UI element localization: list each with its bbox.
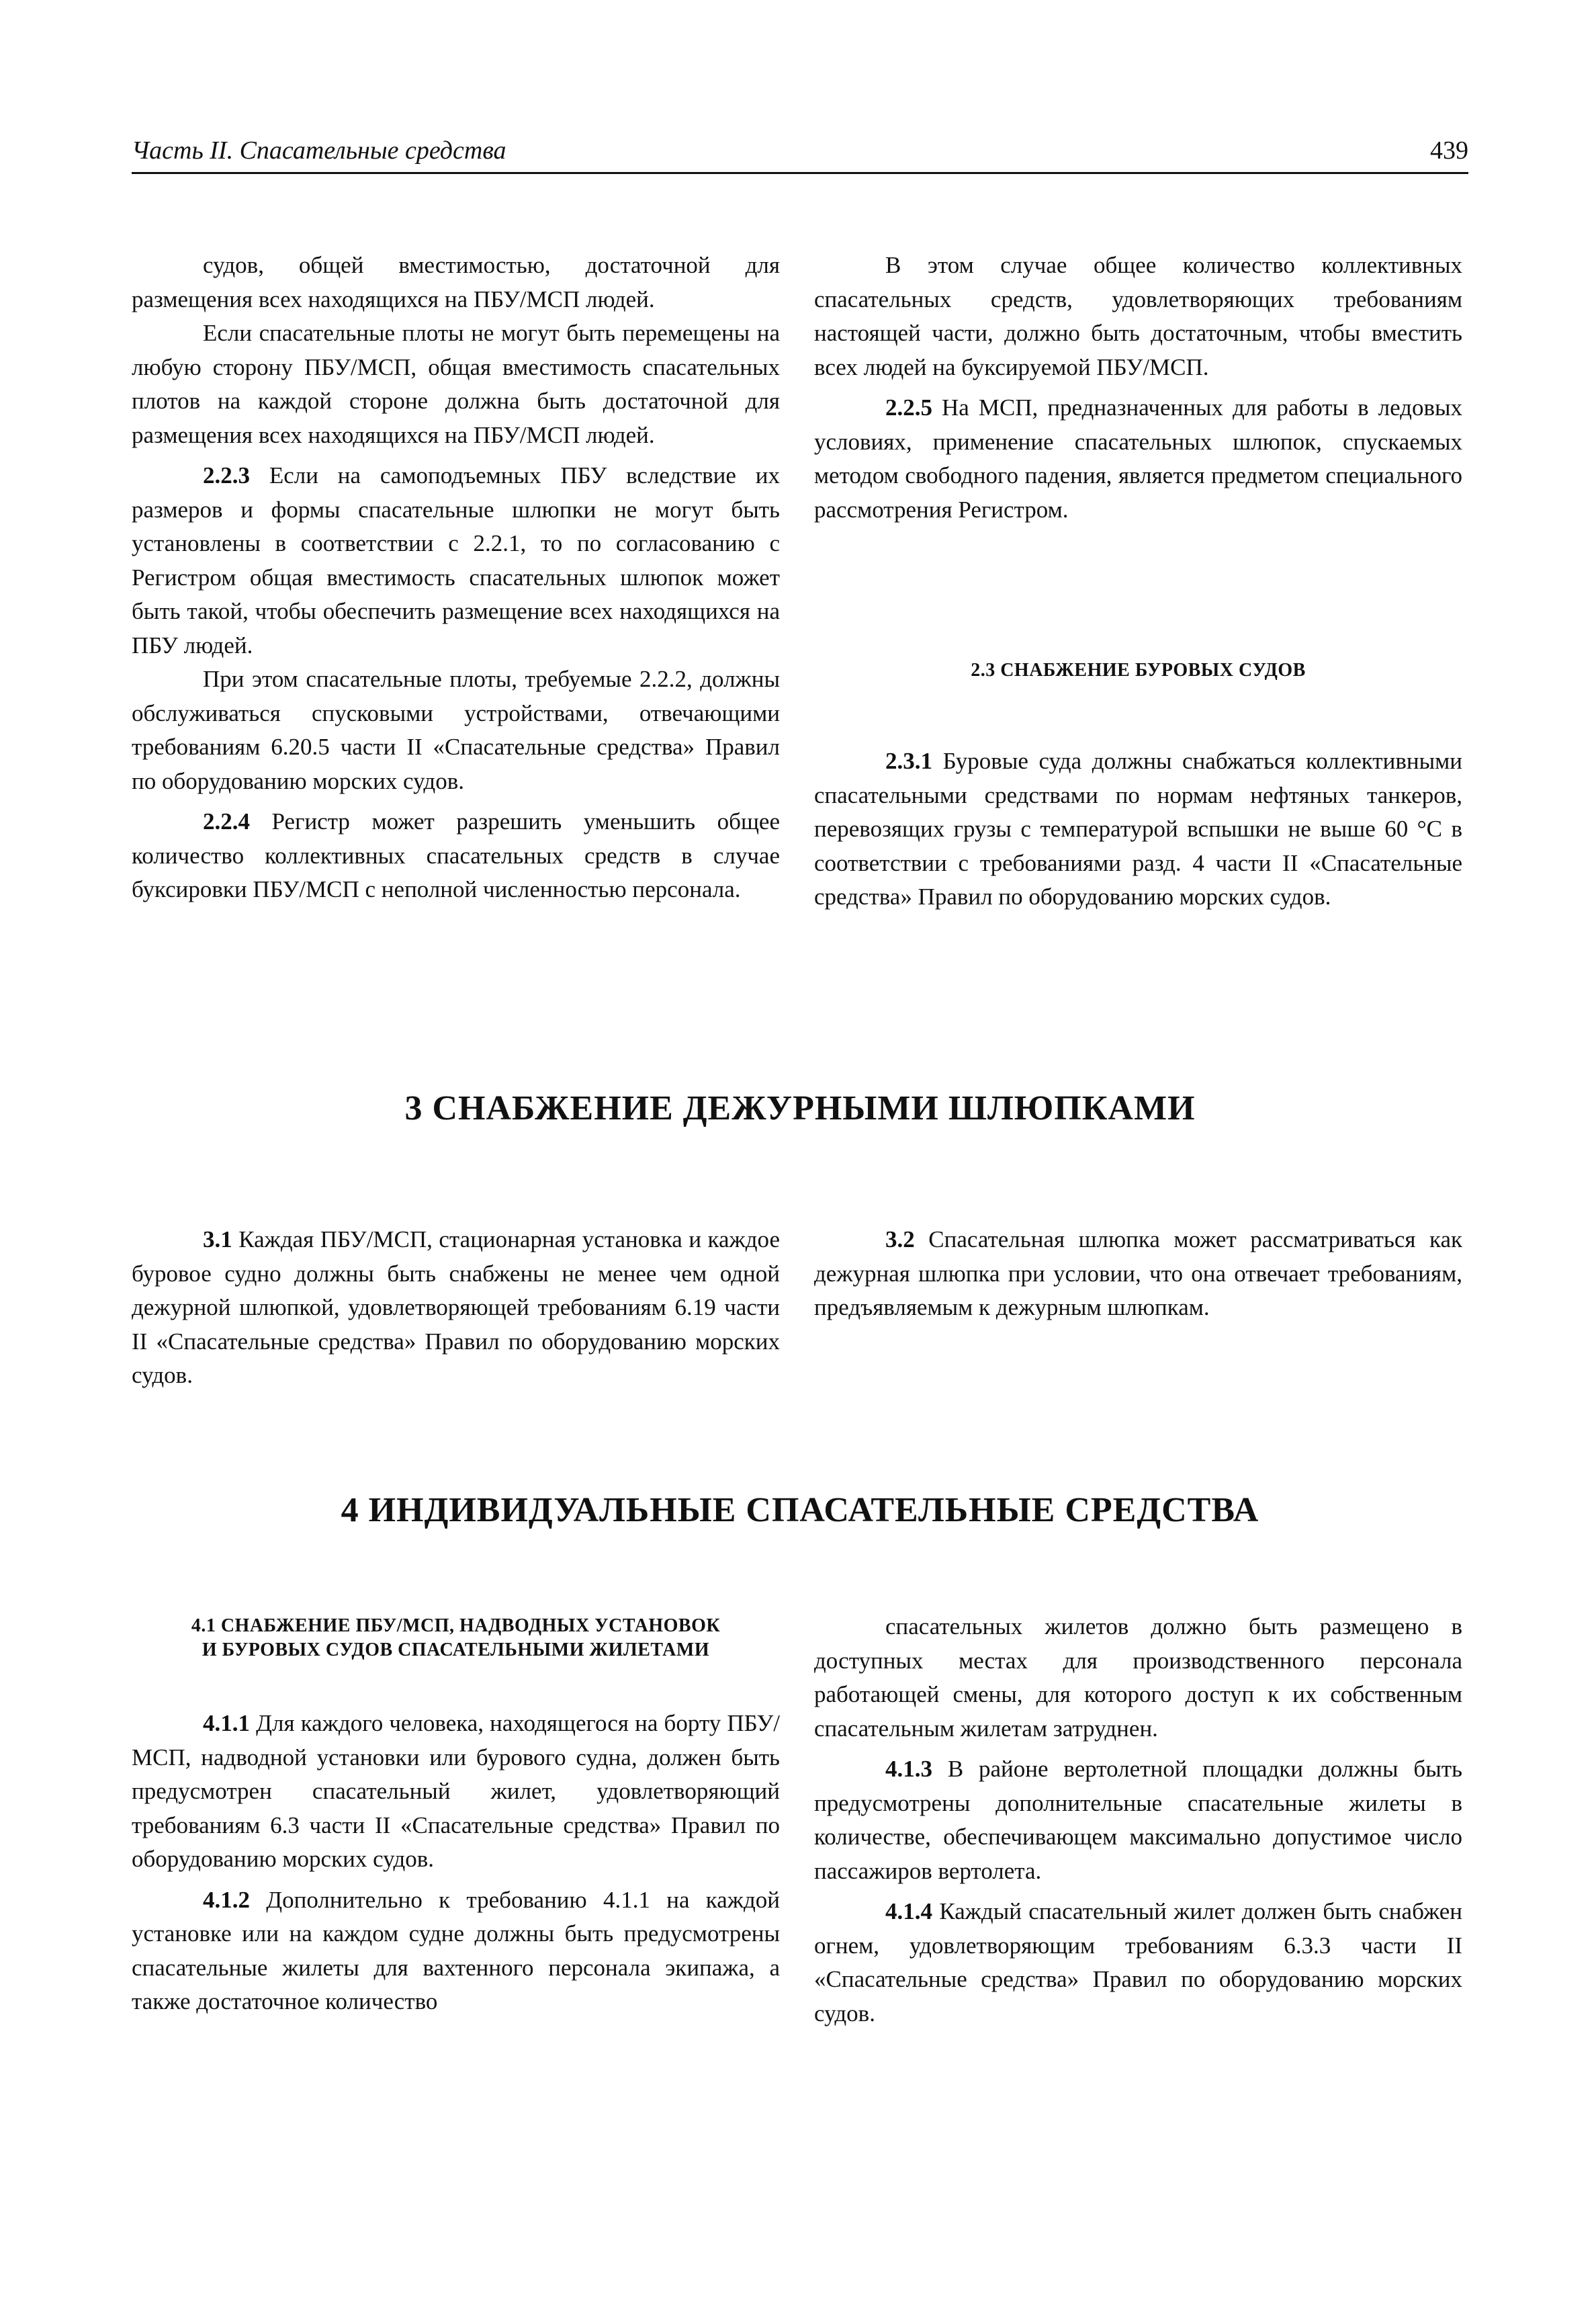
- paragraph: [814, 1752, 1462, 1888]
- clause-number: 2.2.3: [203, 462, 250, 488]
- paragraph-text: Буровые суда должны снабжаться коллективными спасательными средствами по нормам нефтяных танкеров, перевозящих грузы с температурой вспышки не выше 60 °С в соответствии с требованиями разд. 4 части II «Спасательные средства» Правил по оборудованию морских судов.: [814, 748, 1462, 910]
- paragraph-text: На МСП, предназначенных для работы в ледовых условиях, применение спасательных шлюпок, спускаемых методом свободного падения, является предметом специального рассмотрения Регистром.: [814, 394, 1462, 523]
- paragraph: [132, 1883, 780, 2019]
- paragraph: [814, 1895, 1462, 2031]
- clause-number: 2.2.4: [203, 808, 250, 835]
- paragraph-text: Каждая ПБУ/МСП, стационарная установка и каждое буровое судно должны быть снабжены не менее чем одной дежурной шлюпкой, удовлетворяющей требованиям 6.19 части II «Спасательные средства» Правил по оборудованию морских судов.: [132, 1226, 780, 1388]
- paragraph-text: В этом случае общее количество коллективных спасательных средств, удовлетворяющих требованиям настоящей части, должно быть достаточным, чтобы вместить всех людей на буксируемой ПБУ/МСП.: [814, 252, 1462, 380]
- top-left-column: [132, 249, 780, 907]
- paragraph: [132, 316, 780, 452]
- clause-number: 2.3.1: [885, 748, 932, 774]
- running-header: [132, 134, 1468, 174]
- clause-number: 4.1.4: [885, 1898, 932, 1924]
- paragraph-text: спасательных жилетов должно быть размещено в доступных местах для производственного персонала работающей смены, для которого доступ к их собственным спасательным жилетам затруднен.: [814, 1613, 1462, 1742]
- section-3-left-column: [132, 1223, 780, 1393]
- paragraph-text: Регистр может разрешить уменьшить общее количество коллективных спасательных средств в случае буксировки ПБУ/МСП с неполной численностью персонала.: [132, 808, 780, 902]
- section-4-left-column: [132, 1707, 780, 2019]
- clause-number: 3.2: [885, 1226, 915, 1252]
- paragraph-text: В районе вертолетной площадки должны быть предусмотрены дополнительные спасательные жилеты в количестве, обеспечивающем максимально допустимое число пассажиров вертолета.: [814, 1756, 1462, 1884]
- subsection-4-1-title-line1: 4.1 СНАБЖЕНИЕ ПБУ/МСП, НАДВОДНЫХ УСТАНОВОК: [191, 1615, 721, 1636]
- section-3-title: 3 СНАБЖЕНИЕ ДЕЖУРНЫМИ ШЛЮПКАМИ: [404, 1089, 1196, 1127]
- section-3-right-column: [814, 1223, 1462, 1325]
- paragraph: [814, 744, 1462, 914]
- clause-number: 4.1.2: [203, 1886, 250, 1913]
- subsection-2-3-title: 2.3 СНАБЖЕНИЕ БУРОВЫХ СУДОВ: [971, 660, 1306, 681]
- paragraph-text: Спасательная шлюпка может рассматриваться как дежурная шлюпка при условии, что она отвечает требованиям, предъявляемым к дежурным шлюпкам.: [814, 1226, 1462, 1320]
- section-4-right-column: [814, 1610, 1462, 2031]
- paragraph: [814, 391, 1462, 527]
- paragraph: [132, 459, 780, 663]
- clause-number: 4.1.3: [885, 1756, 932, 1782]
- clause-number: 4.1.1: [203, 1710, 250, 1736]
- top-right-column: [814, 249, 1462, 527]
- clause-number: 2.2.5: [885, 394, 932, 421]
- paragraph: [132, 1223, 780, 1393]
- subsection-2-3-body: [814, 744, 1462, 914]
- paragraph-text: Если на самоподъемных ПБУ вследствие их размеров и формы спасательные шлюпки не могут быть установлены в соответствии с 2.2.1, то по согласованию с Регистром общая вместимость спасательных шлюпок может быть такой, чтобы обеспечить размещение всех находящихся на ПБУ людей.: [132, 462, 780, 658]
- subsection-4-1-title-line2: И БУРОВЫХ СУДОВ СПАСАТЕЛЬНЫМИ ЖИЛЕТАМИ: [202, 1639, 710, 1660]
- subsection-4-1-title: [132, 1614, 780, 1662]
- paragraph-text: Если спасательные плоты не могут быть перемещены на любую сторону ПБУ/МСП, общая вместимость спасательных плотов на каждой стороне должна быть достаточной для размещения всех находящихся на ПБУ/МСП людей.: [132, 320, 780, 448]
- clause-number: 3.1: [203, 1226, 232, 1252]
- paragraph: [132, 249, 780, 316]
- section-4-title: 4 ИНДИВИДУАЛЬНЫЕ СПАСАТЕЛЬНЫЕ СРЕДСТВА: [341, 1491, 1259, 1529]
- paragraph-text: судов, общей вместимостью, достаточной для размещения всех находящихся на ПБУ/МСП людей.: [132, 252, 780, 312]
- paragraph: [132, 1707, 780, 1877]
- paragraph: [132, 805, 780, 907]
- paragraph: [132, 663, 780, 798]
- paragraph: [814, 1610, 1462, 1746]
- paragraph-text: Дополнительно к требованию 4.1.1 на каждой установке или на каждом судне должны быть предусмотрены спасательные жилеты для вахтенного персонала экипажа, а также достаточное количество: [132, 1886, 780, 2014]
- paragraph-text: Для каждого человека, находящегося на борту ПБУ/МСП, надводной установки или бурового судна, должен быть предусмотрен спасательный жилет, удовлетворяющий требованиям 6.3 части II «Спасательные средства» Правил по оборудованию морских судов.: [132, 1710, 780, 1872]
- page-number: 439: [1430, 136, 1468, 165]
- paragraph: [814, 1223, 1462, 1325]
- paragraph-text: При этом спасательные плоты, требуемые 2.2.2, должны обслуживаться спусковыми устройствами, отвечающими требованиям 6.20.5 части II «Спасательные средства» Правил по оборудованию морских судов.: [132, 666, 780, 794]
- running-title: Часть II. Спасательные средства: [132, 136, 506, 165]
- paragraph: [814, 249, 1462, 384]
- paragraph-text: Каждый спасательный жилет должен быть снабжен огнем, удовлетворяющим требованиям 6.3.3 части II «Спасательные средства» Правил по оборудованию морских судов.: [814, 1898, 1462, 2027]
